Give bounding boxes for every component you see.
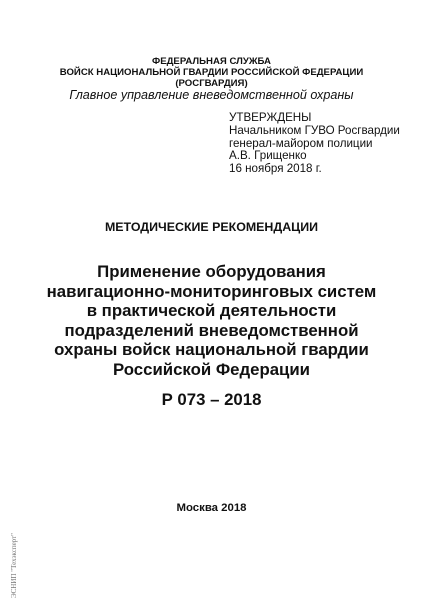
agency-line: (РОСГВАРДИЯ)	[175, 78, 248, 90]
document-type: МЕТОДИЧЕСКИЕ РЕКОМЕНДАЦИИ	[104, 220, 319, 234]
main-directorate: Главное управление вневедомственной охраны	[69, 88, 354, 102]
title-line: Российской Федерации	[112, 359, 310, 379]
approval-line: 16 ноября 2018 г.	[229, 162, 322, 176]
approval-line: Начальником ГУВО Росгвардии	[229, 123, 400, 137]
watermark: ЭСНИП "Техэксперт"	[10, 532, 18, 598]
document-title	[0, 262, 423, 380]
approval-line: УТВЕРЖДЕНЫ	[229, 111, 312, 124]
agency-line: ВОЙСК НАЦИОНАЛЬНОЙ ГВАРДИИ РОССИЙСКОЙ ФЕДЕРАЦИИ	[59, 67, 364, 79]
document-code: Р 073 – 2018	[161, 390, 262, 409]
title-line: навигационно-мониторинговых систем	[46, 281, 377, 301]
title-line: подразделений вневедомственной	[64, 320, 359, 340]
approval-line: А.В. Грищенко	[229, 149, 307, 163]
approval-block	[229, 112, 400, 176]
city-year: Москва 2018	[176, 502, 247, 514]
agency-line: ФЕДЕРАЛЬНАЯ СЛУЖБА	[152, 56, 271, 67]
title-line: охраны войск национальной гвардии	[54, 340, 369, 360]
title-line: Применение оборудования	[97, 262, 326, 281]
title-line: в практической деятельности	[86, 301, 337, 321]
approval-line: генерал-майором полиции	[229, 136, 373, 150]
agency-name	[0, 56, 423, 90]
